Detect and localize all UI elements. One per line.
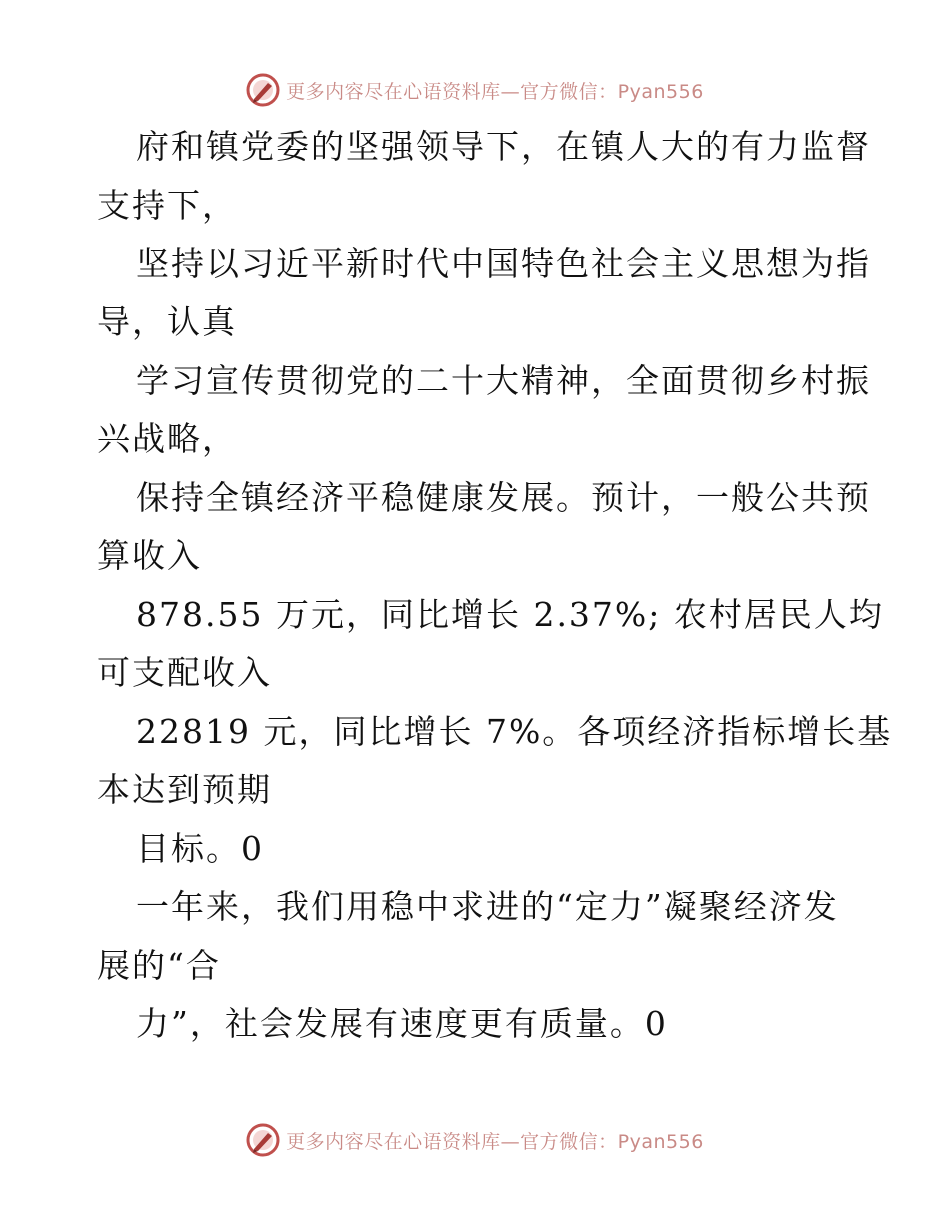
watermark-handle: Pyan556 <box>617 80 704 103</box>
paragraph-line: 目标。0 <box>136 829 264 868</box>
paragraph-line: 支持下， <box>97 186 237 225</box>
paragraph-line: 878.55 万元，同比增长 2.37%; 农村居民人均 <box>136 595 884 634</box>
paragraph-line: 府和镇党委的坚强领导下，在镇人大的有力监督 <box>136 127 871 166</box>
paragraph-line: 力”，社会发展有速度更有质量。0 <box>136 1004 668 1043</box>
pen-logo-icon <box>246 73 280 107</box>
watermark-handle: Pyan556 <box>617 1130 704 1153</box>
paragraph-line: 本达到预期 <box>97 770 272 809</box>
paragraph-line: 展的“合 <box>97 946 221 985</box>
watermark-text: 更多内容尽在心语资料库—官方微信：Pyan556 <box>286 1130 704 1153</box>
paragraph-line: 导，认真 <box>97 302 237 341</box>
paragraph-line: 可支配收入 <box>97 653 272 692</box>
paragraph-line: 算收入 <box>97 536 202 575</box>
paragraph-line: 22819 元，同比增长 7%。各项经济指标增长基 <box>136 712 893 751</box>
pen-logo-icon <box>246 1123 280 1157</box>
paragraph-line: 坚持以习近平新时代中国特色社会主义思想为指 <box>136 244 871 283</box>
paragraph-line: 一年来，我们用稳中求进的“定力”凝聚经济发 <box>136 887 839 926</box>
paragraph-line: 兴战略， <box>97 419 237 458</box>
paragraph-line: 保持全镇经济平稳健康发展。预计，一般公共预 <box>136 478 871 517</box>
footer-watermark <box>0 1120 950 1160</box>
paragraph-line: 学习宣传贯彻党的二十大精神，全面贯彻乡村振 <box>136 361 871 400</box>
watermark-text: 更多内容尽在心语资料库—官方微信：Pyan556 <box>286 80 704 103</box>
header-watermark <box>0 70 950 110</box>
